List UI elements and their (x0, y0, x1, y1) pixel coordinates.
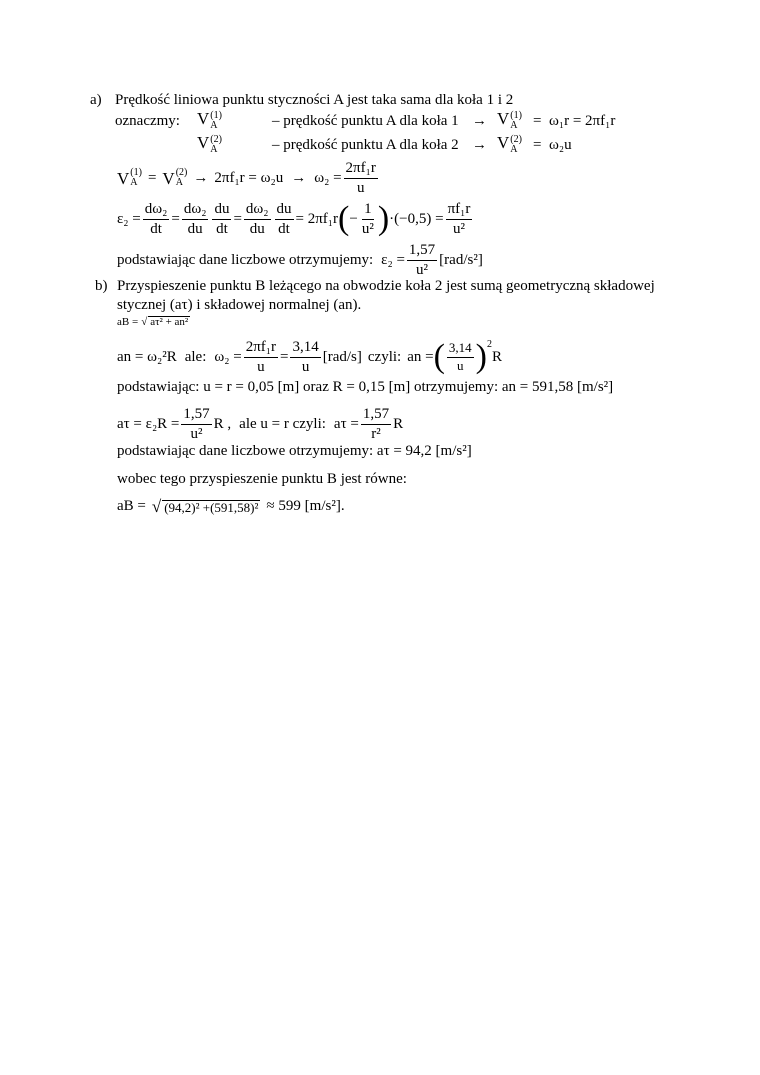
eq-epsilon-chain: ε₂ = $\frac{\text{dω₂}}{dt}$ = $\frac{\text{dω₂}}{du}$ $\frac{du}{dt}$ = $\frac{\text{dω₂}}{du}$ $\frac{du}{dt}$ = 2πf₁r ( − $\frac{1}{\text{u²}}$ ) ·(−0,5) = $\frac{\text{πf₁r}}{\text{u²}}$ (117, 200, 471, 237)
label-a: a) (90, 92, 102, 108)
a-line1-desc: – prędkość punktu A dla koła 1 (272, 113, 459, 129)
a-substitution: podstawiając dane liczbowe otrzymujemy: ε₂ = $\frac{1,57}{\text{u²}}$ [rad/s²] (117, 242, 483, 278)
eq-1: = (533, 113, 542, 129)
v-a1-symbol: V (1) A (197, 109, 222, 131)
a-denote: oznaczmy: (115, 113, 180, 129)
b-substitution-1: podstawiając: u = r = 0,05 [m] oraz R = 0,15 [m] otrzymujemy: an = 591,58 [m/s²] (117, 379, 614, 395)
a-line2-desc: – prędkość punktu A dla koła 2 (272, 137, 459, 153)
arrow-2: → (472, 137, 487, 153)
aB-definition: aB = √ aτ² + an² (117, 315, 189, 328)
a-line2-result: ω₂u (549, 137, 572, 153)
v-a2-symbol-2: V (2) A (497, 133, 522, 155)
eq-velocity-equality: V (1) A = V (2) A → 2πf₁r = ω₂u → ω₂ = $\frac{\text{2πf₁r}}{u}$ (117, 160, 376, 196)
b-conclusion: wobec tego przyspieszenie punktu B jest równe: (117, 471, 407, 487)
an-equation: an = ω₂²R ale: ω₂ = $\frac{\text{2πf₁r}}{u}$ = $\frac{3,14}{u}$ [rad/s] czyli: an = ( $\frac{3,14}{u}$ ) 2 R (117, 338, 502, 375)
eq-2: = (533, 137, 542, 153)
a-intro: Prędkość liniowa punktu styczności A jest taka sama dla koła 1 i 2 (115, 92, 514, 108)
b-intro-line2: stycznej (aτ) i składowej normalnej (an). (117, 297, 362, 313)
b-substitution-2: podstawiając dane liczbowe otrzymujemy: aτ = 94,2 [m/s²] (117, 443, 472, 459)
v-a1-symbol-2: V (1) A (497, 109, 522, 131)
v-a2-symbol: V (2) A (197, 133, 222, 155)
a-line1-result: ω₁r = 2πf₁r (549, 113, 616, 129)
b-intro-line1: Przyspieszenie punktu B leżącego na obwodzie koła 2 jest sumą geometryczną składowej (117, 278, 655, 294)
final-equation: aB = √ (94,2)² +(591,58)² ≈ 599 [m/s²]. (117, 497, 345, 516)
at-equation: aτ = ε₂R = $\frac{1,57}{\text{u²}}$ R , ale u = r czyli: aτ = $\frac{1,57}{\text{r²}}$ R (117, 406, 404, 442)
arrow-1: → (472, 113, 487, 129)
label-b: b) (95, 278, 108, 294)
